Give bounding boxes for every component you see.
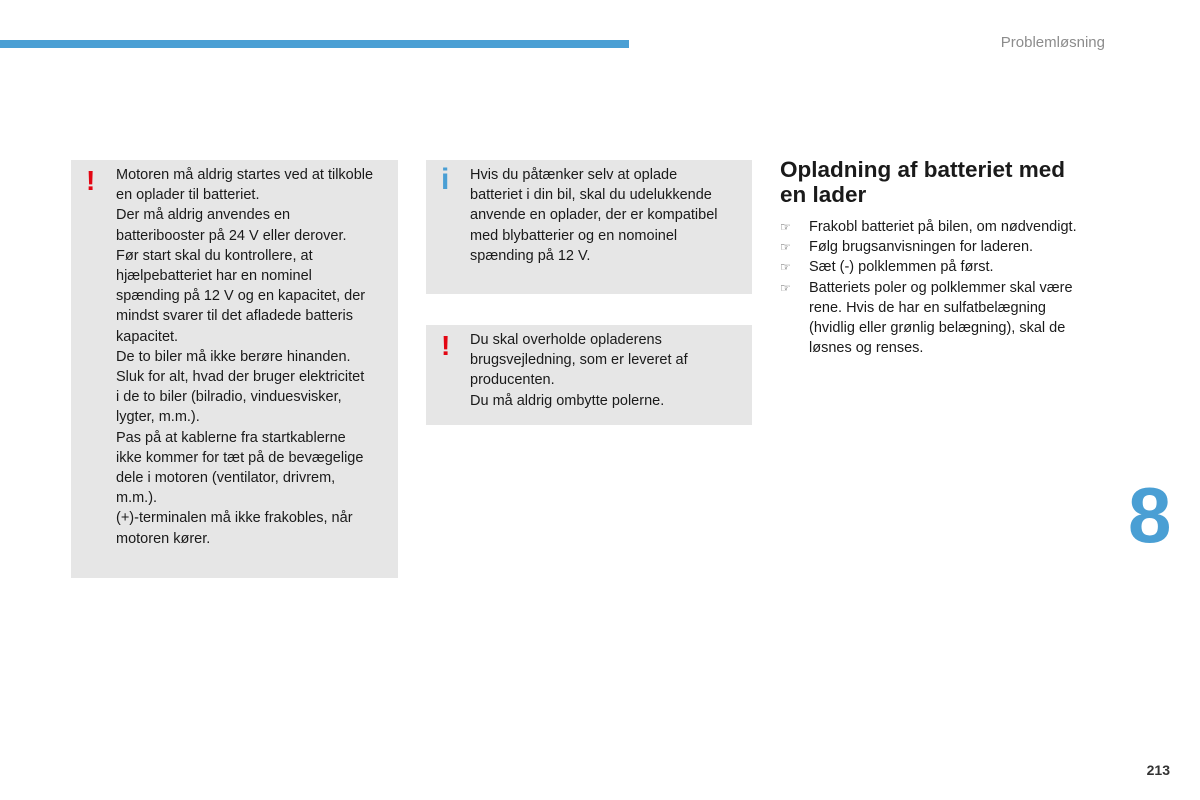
list-item: ☞ Sæt (-) polklemmen på først. bbox=[780, 257, 1120, 277]
pointing-hand-icon: ☞ bbox=[780, 240, 791, 255]
warning-box-jump-start bbox=[71, 160, 398, 578]
warning-text: Du skal overholde opladerens brugsvejledning, som er leveret af producenten. Du må aldrig ombytte polerne. bbox=[470, 332, 688, 409]
info-box-charging bbox=[426, 160, 752, 294]
page-number: 213 bbox=[1146, 762, 1170, 778]
pointing-hand-icon: ☞ bbox=[780, 280, 791, 295]
info-icon: i bbox=[441, 163, 450, 196]
list-item: ☞ Frakobl batteriet på bilen, om nødvendigt. bbox=[780, 217, 1120, 237]
warning-icon: ! bbox=[86, 165, 96, 196]
section-title: Problemløsning bbox=[1000, 34, 1105, 51]
list-item: ☞ Følg brugsanvisningen for laderen. bbox=[780, 237, 1120, 257]
pointing-hand-icon: ☞ bbox=[780, 220, 791, 234]
warning-box-charger bbox=[426, 325, 752, 425]
step-list bbox=[780, 217, 1120, 358]
info-text: Hvis du påtænker selv at oplade batteriet i din bil, skal du udelukkende anvende en oplader, der er kompatibel med blybatterier og en nomoinel spænding på 12 V. bbox=[470, 167, 718, 264]
pointing-hand-icon: ☞ bbox=[780, 260, 791, 275]
warning-icon: ! bbox=[441, 330, 451, 361]
section-heading: Opladning af batteriet med en lader bbox=[780, 157, 1066, 207]
header-accent-bar bbox=[0, 40, 629, 48]
warning-text: Motoren må aldrig startes ved at tilkoble en oplader til batteriet. Der må aldrig anvendes en batteribooster på 24 V eller derover. Før start skal du kontrollere, at hjælpebatteriet har en nominel spænding på 12 V og en kapacitet, der mindst svarer til det afladede batteris kapacitet. De to biler må ikke berøre hinanden. Sluk for alt, hvad der bruger elektricitet i de to biler (bilradio, vinduesvisker, lygter, m.m.). Pas på at kablerne fra startkablerne ikke kommer for tæt på de bevægelige dele i motoren (ventilator, drivrem, m.m.). (+)-terminalen må ikke frakobles, når motoren kører. bbox=[116, 167, 374, 547]
list-item: ☞ Batteriets poler og polklemmer skal være rene. Hvis de har en sulfatbelægning (hvidlig eller grønlig belægning), skal de løsnes og renses. bbox=[780, 279, 1073, 357]
chapter-number: 8 bbox=[1128, 471, 1172, 559]
